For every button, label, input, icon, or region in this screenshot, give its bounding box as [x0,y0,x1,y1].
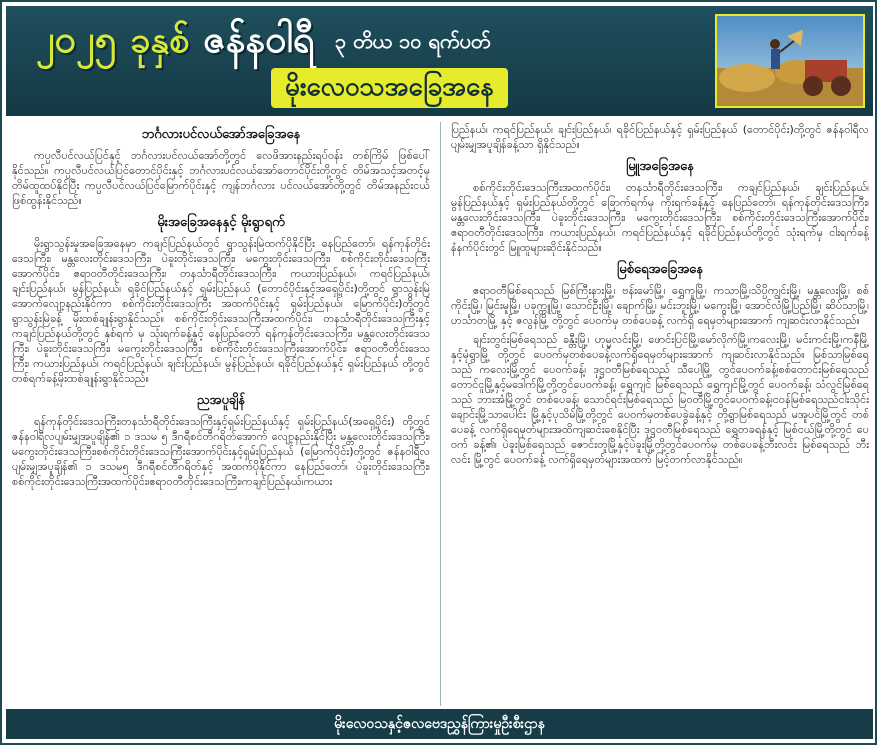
date-period: ၃ တိယ ၁၀ ရက်ပတ် [334,29,491,53]
footer-department: မိုးလေဝသနှင့်ဇလဗေဒညွှန်ကြားမှုဦးစီးဌာန [334,715,545,732]
section-rain [12,214,430,386]
section-fog-heading: မြူအခြေအနေ [626,159,694,174]
column-divider [440,122,441,706]
section-bengal [12,126,430,208]
section-bengal-body: ကပ္ပလီပင်လယ်ပြင်နှင့် ဘင်္ဂလားပင်လယ်အော်တို့တွင် လေဖိအားနည်းရပ်ဝန်း တစ်ကြိမ် ဖြစ်ပေါ်နိုင်သည်။ ကပ္ပလီပင်လယ်ပြင်တောင်ပိုင်းနှင့် ဘင်္ဂလားပင်လယ်အော်တောင်ပိုင်းတို့တွင် တိမ်အသင့်အတင့်မှတိမ်ထူထပ်နိုင်ပြီး ကပ္ပလီပင်လယ်ပြင်မြောက်ပိုင်းနှင့် ကျန်ဘင်္ဂလား ပင်လယ်အော်တို့တွင် တိမ်အနည်းငယ်ဖြစ်ထွန်းနိုင်သည်။ [12,149,430,207]
bulletin-title-text: မိုးလေဝသအခြေအနေ [285,71,494,102]
date-year-word: ခုနှစ် [130,20,190,61]
date-month: ဇန်နဝါရီ [203,17,315,61]
section-fog [451,158,869,255]
section-rain-heading: မိုးအခြေအနေနှင့် မိုးရွာရက် [157,215,285,230]
farmer-harvest-photo-icon [715,14,865,108]
section-night-temp-cont [451,122,869,152]
right-column [451,122,869,706]
section-night-temp-heading: ညအပူချိန် [196,393,245,408]
section-river-body-2: ချင်းတွင်းမြစ်ရေသည် ခန္တီးမြို့၊ ဟုမ္မလင်းမြို့၊ ဖောင်းပြင်မြို့၊မော်လိုက်မြို့၊ကလေးမြို့၊ မင်းကင်းမြို့၊ကနီမြို့နှင့်မုံရွာမြို့ တို့တွင် ပေဝက်မှတစ်ပေခန့်လက်ရှိရေမှတ်များအောက် ကျဆင်းလာနိုင်သည်။ မြစ်သာမြစ်ရေသည် ကလေးမြို့တွင် ပေဝက်ခန့်၊ ဒုဋ္ဌဝတီမြစ်ရေသည် သီပေါမြို့ တွင်ပေဝက်ခန့်၊စစ်တောင်းမြစ်ရေသည် တောင်ငူမြို့နှင့်မဒေါက်မြို့တို့တွင်ပေဝက်ခန့်၊ ရွှေကျင် မြစ်ရေသည် ရွှေကျင်မြို့တွင် ပေဝက်ခန့်၊ သံလွင်မြစ်ရေသည် ဘားအံမြို့တွင် တစ်ပေခန့်၊ သောင်ရင်းမြစ်ရေသည် မြဝတီမြို့တွင်ပေဝက်ခန့်၊ငဝန်မြစ်ရေသည်ငါးသိုင်းချောင်းမြို့သာပေါင်း မြို့နှင့်ပုသိမ်မြို့တို့တွင် ပေဝက်မှတစ်ပေခွဲခန့်နှင့် တို့ရွာမြစ်ရေသည် မအူပင်မြို့တွင် တစ်ပေခန့် လက်ရှိရေမှတ်များအထိကျဆင်းစေနိုင်ပြီး ဒုဋ္ဌဝတီမြစ်ရေသည် ရွှေတခရန်နှင့် မြစ်ငယ်မြို့တို့တွင် ပေဝက် ခန့်၏၊ ပဲခူးမြစ်ရေသည် ဇောင်းတူမြို့နှင့်ပဲခူးမြို့တို့တွင်ပေဝက်မှ တစ်ပေခန့်ဘီးလင်း မြစ်ရေသည် ဘီးလင်း မြို့တွင် ပေဝက်ခန့် လက်ရှိရေမှတ်များအထက် မြင့်တက်လာနိုင်သည်။ [451,333,869,466]
section-river [451,261,869,467]
section-rain-body: မိုးရွာသွန်းမှုအခြေအနေမှာ ကချင်ပြည်နယ်တွင် ရွာသွန်းမြဲထက်ပိုနိုင်ပြီး နေပြည်တော်၊ ရန်ကုန်တိုင်းဒေသကြီး၊ မန္တလေးတိုင်းဒေသကြီး၊ ပဲခူးတိုင်းဒေသကြီး၊ မကွေးတိုင်းဒေသကြီး၊ စစ်ကိုင်းတိုင်းဒေသကြီးအောက်ပိုင်း၊ ဧရာဝတီတိုင်းဒေသကြီး၊ တနင်္သာရီတိုင်းဒေသကြီး၊ ကယားပြည်နယ်၊ ကရင်ပြည်နယ်၊ ချင်းပြည်နယ်၊ မွန်ပြည်နယ်၊ ရခိုင်ပြည်နယ်နှင့် ရှမ်းပြည်နယ် (တောင်ပိုင်းနှင့်အရှေ့ပိုင်း)တို့တွင် ရွာသွန်းမြဲအောက်လျော့နည်းနိုင်ကာ စစ်ကိုင်းတိုင်းဒေသကြီး အထက်ပိုင်းနှင့် ရှမ်းပြည်နယ်၊ မြောက်ပိုင်း)တို့တွင် ရွာသွန်းမြဲခန့် မိုးထစ်ချုန်းရွာနိုင်သည်။ စစ်ကိုင်းတိုင်းဒေသကြီးအထက်ပိုင်း၊ တနင်္သာရီတိုင်းဒေသကြီးနှင့်ကချင်ပြည်နယ်တို့တွင် နှစ်ရက် မှ သုံးရက်ခန့်နှင့် နေပြည်တော် ရန်ကုန်တိုင်းဒေသကြီး၊ မန္တလေးတိုင်းဒေသကြီး၊ ပဲခူးတိုင်းဒေသကြီး၊ မကွေးတိုင်းဒေသကြီး၊ စစ်ကိုင်းတိုင်းဒေသကြီးအောက်ပိုင်း၊ ဧရာဝတီတိုင်းဒေသကြီး၊ ကယားပြည်နယ်၊ ကရင်ပြည်နယ်၊ ချင်းပြည်နယ်၊ မွန်ပြည်နယ်၊ ရခိုင်ပြည်နယ်နှင့် ရှမ်းပြည်နယ် တို့တွင် တစ်ရက်ခန့်မိုးထစ်ချုန်းရွာနိုင်သည်။ [12,237,430,385]
date-year: ၂၀၂၅ [36,17,117,61]
left-column [12,122,430,706]
footer-bar [6,709,873,739]
section-bengal-heading: ဘင်္ဂလားပင်လယ်အော်အခြေအနေ [141,127,301,142]
section-river-heading: မြစ်ရေအခြေအနေ [617,262,703,277]
section-night-temp-body-cont: ပြည်နယ်၊ ကရင်ပြည်နယ်၊ ချင်းပြည်နယ်၊ ရခိုင်ပြည်နယ်နှင့် ရှမ်းပြည်နယ် (တောင်ပိုင်း)တို့တွင် ဇန်နဝါရီလပျမ်းမျှအပူချိန်ခန့်သာ ရှိနိုင်သည်။ [451,123,869,151]
section-river-body-1: ဧရာဝတီမြစ်ရေသည် မြစ်ကြီးနားမြို့၊ ဗန်းမော်မြို့၊ ရွှေကူမြို့၊ ကသာမြို့၊သိပ္ပိကျွင်းမြို့၊ မန္တလေးမြို့၊ စစ်ကိုင်းမြို့၊ မြင်းမူမြို့၊ ပခုက္ကူမြို့၊ သောင်ဦးမြို့၊ ချောက်မြို့၊ မင်းဘူးမြို့၊ မကွေးမြို့၊ အောင်လံမြို့ပြည်မြို့၊ ဆိပ်သာမြို့၊ ဟင်္သာတမြို့ နှင့် ဇလွန်မြို့ တို့တွင် ပေဝက်မှ တစ်ပေခန့် လက်ရှိ ရေမှတ်များအောက် ကျဆင်းလာနိုင်သည်။ [451,284,869,327]
bulletin-body [12,122,869,706]
section-fog-body: စစ်ကိုင်းတိုင်းဒေသကြီးအထက်ပိုင်း၊ တနင်္သာရီတိုင်းဒေသကြီး၊ ကချင်ပြည်နယ်၊ ချင်းပြည်နယ်၊ မွန်ပြည်နယ်နှင့် ရှမ်းပြည်နယ်တို့တွင် ခြောက်ရက်မှ ကိုးရက်ခန့်နှင့် နေပြည်တော်၊ ရန်ကုန်တိုင်းဒေသကြီး၊ မန္တလေးတိုင်းဒေသကြီး၊ ပဲခူးတိုင်းဒေသကြီး၊ မကွေးတိုင်းဒေသကြီး၊ စစ်ကိုင်းတိုင်းဒေသကြီးအောက်ပိုင်း၊ ဧရာဝတီတိုင်းဒေသကြီး၊ ကယားပြည်နယ်၊ ကရင်ပြည်နယ်နှင့် ရခိုင်ပြည်နယ်တို့တွင် သုံးရက်မှ ငါးရက်ခန့်နံနက်ပိုင်းတွင် မြူထူများဆိုင်းနိုင်သည်။ [451,181,869,254]
section-night-temp [12,392,430,489]
section-night-temp-body: ရန်ကုန်တိုင်းဒေသကြီး၊တနင်္သာရီတိုင်းဒေသကြီးနှင့်ရှမ်းပြည်နယ်နှင့် ရှမ်းပြည်နယ်(အရှေ့ပိုင်း) တို့တွင် ဇန်နဝါရီလပျမ်းမျှအပူချိန်၏ ၁ ဒသမ ၅ ဒီဂရီစင်တီဂရိတ်အောက် လျော့နည်းနိုင်ပြီး မန္တလေးတိုင်းဒေသကြီး၊ မကွေးတိုင်းဒေသကြီး၊စစ်ကိုင်းတိုင်းဒေသကြီးအောက်ပိုင်းနှင့်ရှမ်းပြည်နယ် (မြောက်ပိုင်း)တို့တွင် ဇန်နဝါရီလပျမ်းမျှအပူချိန်၏ ၁ ဒသမ၅ ဒီဂရီစင်တီဂရိတ်နှင့် အထက်ပိုနိုင်ကာ နေပြည်တော်၊ ပဲခူးတိုင်းဒေသကြီး၊ စစ်ကိုင်းတိုင်းဒေသကြီးအထက်ပိုင်း၊ဧရာဝတီတိုင်းဒေသကြီး၊ကချင်ပြည်နယ်၊ကယား [12,415,430,488]
date-line [36,14,490,72]
header-banner [6,6,873,116]
bulletin-title [271,68,508,108]
